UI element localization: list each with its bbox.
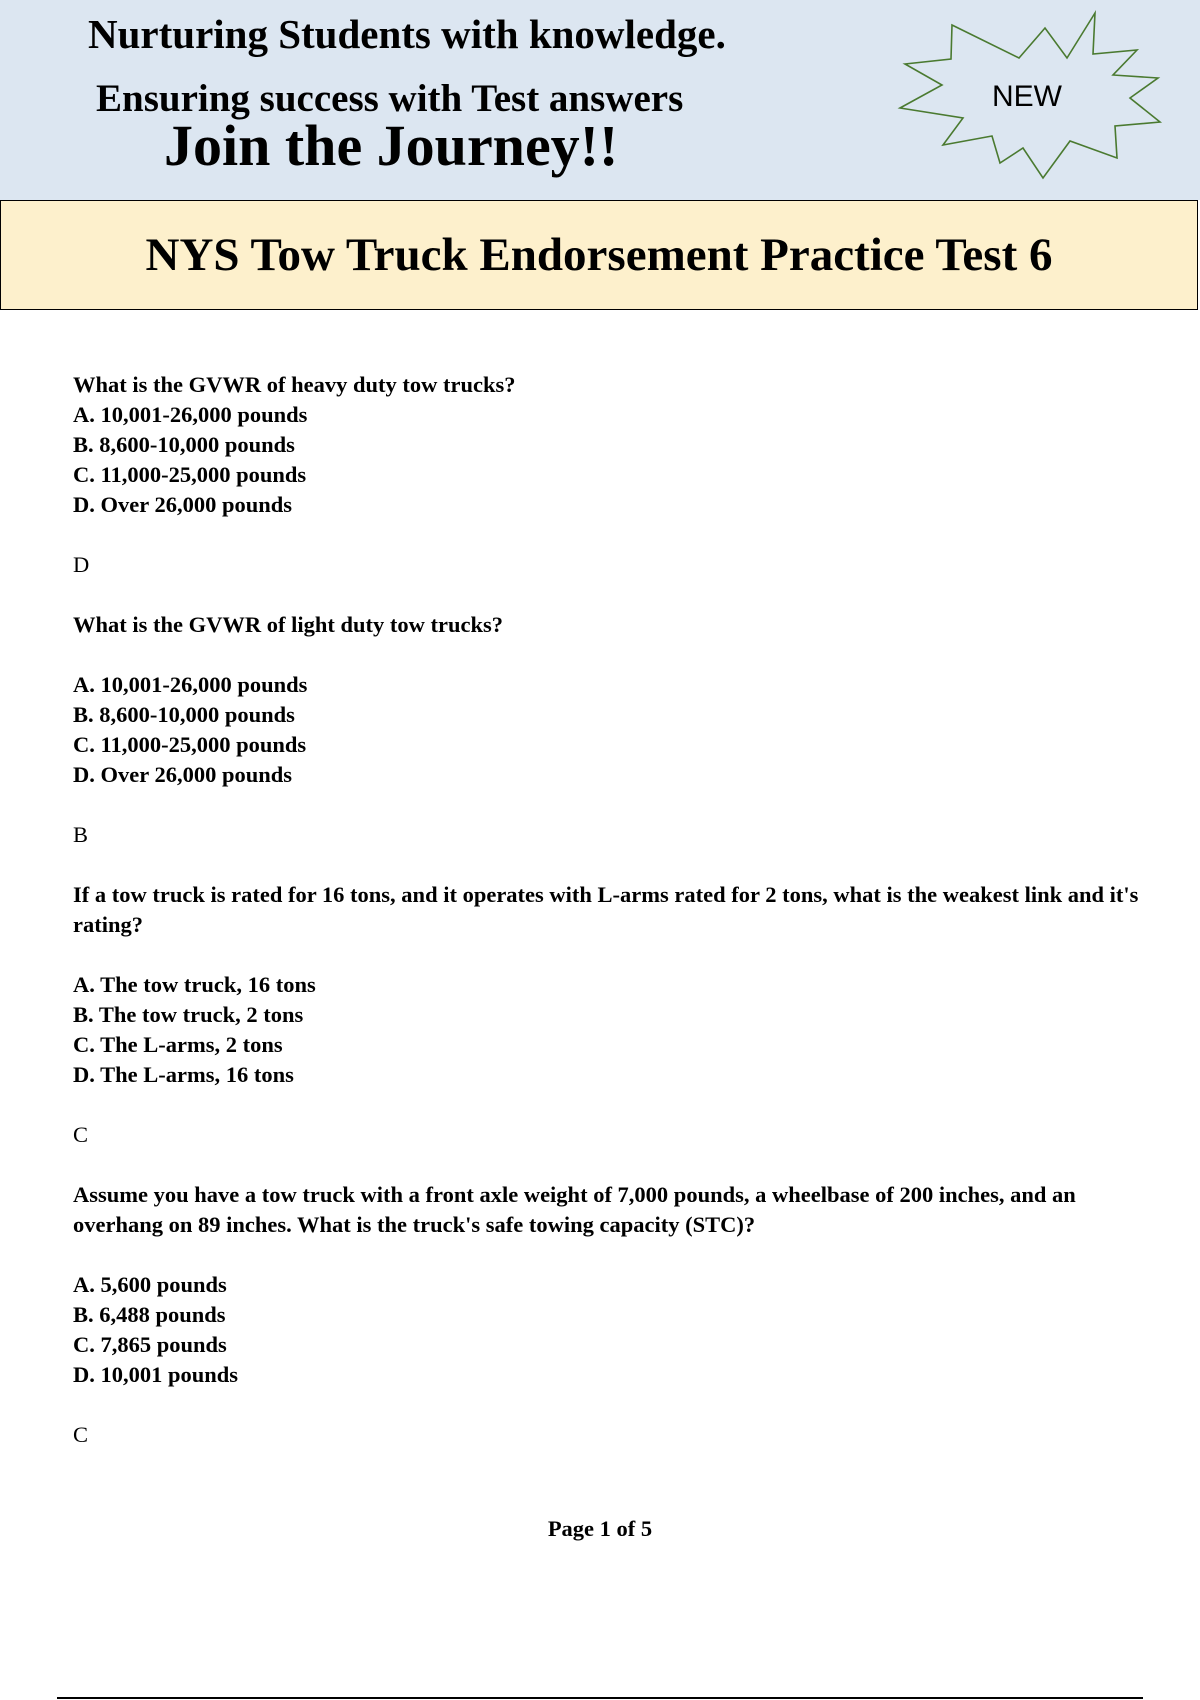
tagline-join: Join the Journey!! xyxy=(164,113,619,178)
title-box xyxy=(0,200,1198,310)
new-badge-starburst-icon xyxy=(895,8,1175,198)
option-d: D. 10,001 pounds xyxy=(73,1362,239,1387)
option-b: B. 8,600-10,000 pounds xyxy=(73,432,295,457)
footer-divider xyxy=(57,1697,1143,1699)
option-b: B. The tow truck, 2 tons xyxy=(73,1002,304,1027)
promo-banner xyxy=(0,0,1200,200)
question-text: What is the GVWR of light duty tow trucks? xyxy=(73,612,504,637)
new-badge-label: NEW xyxy=(992,80,1062,113)
answer: C xyxy=(73,1422,89,1447)
question-text: If a tow truck is rated for 16 tons, and it operates with L-arms rated for 2 tons, what is the weakest link and it's rating? xyxy=(73,882,1139,937)
option-b: B. 6,488 pounds xyxy=(73,1302,226,1327)
answer: C xyxy=(73,1122,89,1147)
option-c: C. The L-arms, 2 tons xyxy=(73,1032,283,1057)
option-c: C. 7,865 pounds xyxy=(73,1332,227,1357)
option-c: C. 11,000-25,000 pounds xyxy=(73,732,307,757)
answer: B xyxy=(73,822,89,847)
option-d: D. Over 26,000 pounds xyxy=(73,762,293,787)
option-d: D. The L-arms, 16 tons xyxy=(73,1062,294,1087)
answer: D xyxy=(73,552,90,577)
question-text: Assume you have a tow truck with a front axle weight of 7,000 pounds, a wheelbase of 200 inches, and an overhang on 89 inches. What is the truck's safe towing capacity (STC)? xyxy=(73,1182,1076,1237)
tagline-knowledge: Nurturing Students with knowledge. xyxy=(88,11,726,57)
questions-list xyxy=(73,370,1153,1450)
option-a: A. 5,600 pounds xyxy=(73,1272,227,1297)
option-c: C. 11,000-25,000 pounds xyxy=(73,462,307,487)
page-number: Page 1 of 5 xyxy=(547,1516,653,1541)
option-d: D. Over 26,000 pounds xyxy=(73,492,293,517)
question-text: What is the GVWR of heavy duty tow trucks? xyxy=(73,372,516,397)
option-b: B. 8,600-10,000 pounds xyxy=(73,702,295,727)
option-a: A. 10,001-26,000 pounds xyxy=(73,402,308,427)
option-a: A. The tow truck, 16 tons xyxy=(73,972,316,997)
tagline-success: Ensuring success with Test answers xyxy=(96,77,684,120)
option-a: A. 10,001-26,000 pounds xyxy=(73,672,308,697)
page-title: NYS Tow Truck Endorsement Practice Test 6 xyxy=(145,229,1053,281)
